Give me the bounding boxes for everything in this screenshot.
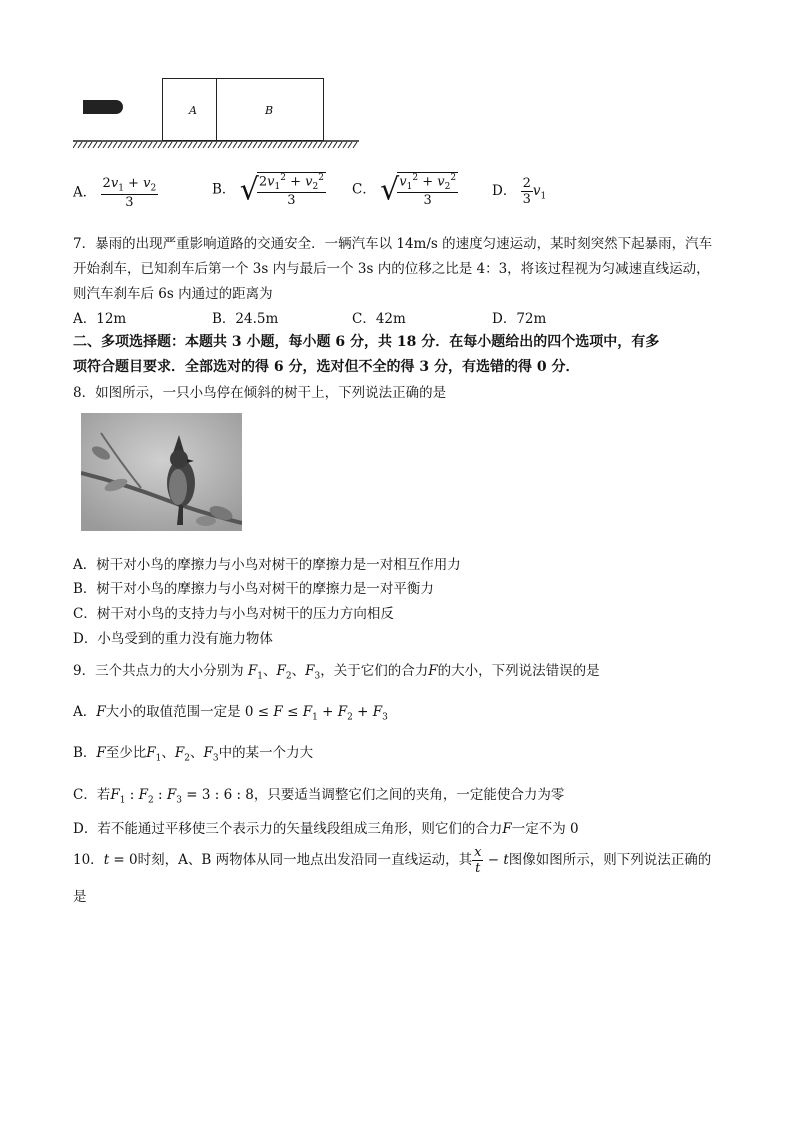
- q6-option-c: C． √ $\frac{v_1^2 + v_2^2}{3}$: [352, 172, 457, 208]
- q7-option-d: D．72m: [492, 311, 547, 327]
- q8-option-b: B．树干对小鸟的摩擦力与小鸟对树干的摩擦力是一对平衡力: [73, 581, 434, 597]
- block-b-label: B: [265, 104, 274, 117]
- q7-option-b: B．24.5m: [212, 311, 279, 327]
- q7-option-c: C．42m: [352, 311, 406, 327]
- ground-hatch: [73, 140, 359, 150]
- bullet-shape: [83, 100, 123, 114]
- q8-option-c: C．树干对小鸟的支持力与小鸟对树干的压力方向相反: [73, 606, 394, 622]
- q9-option-c: C．若$F_1$ : $F_2$ : $F_3 = 3$ : 6 : 8，只要适当调整它们之间的夹角，一定能使合力为零: [73, 787, 565, 806]
- block-a: [162, 78, 217, 141]
- q10-stem: 10．t = 0时刻，A、B 两物体从同一地点出发沿同一直线运动，其 $\frac{x}{t}$ − t图像如图所示，则下列说法正确的: [73, 845, 712, 876]
- q7-line1: 7．暴雨的出现严重影响道路的交通安全．一辆汽车以 14m/s 的速度匀速运动，某时刻突然下起暴雨，汽车: [73, 236, 713, 252]
- q6-option-a: A． $\frac{2v_1 + v_2}{3}$: [73, 176, 157, 210]
- figure-blocks: [73, 76, 363, 152]
- q8-stem: 8．如图所示，一只小鸟停在倾斜的树干上，下列说法正确的是: [73, 385, 447, 401]
- q7-line3: 则汽车刹车后 6s 内通过的距离为: [73, 286, 273, 302]
- q9-option-b: B．F至少比$F_1$、$F_2$、$F_3$中的某一个力大: [73, 745, 314, 764]
- q9-option-a: A．F大小的取值范围一定是 $0 \le F \le F_1 + F_2 + F_3$: [73, 704, 388, 723]
- section2-line2: 项符合题目要求．全部选对的得 6 分，选对但不全的得 3 分，有选错的得 0 分．: [73, 359, 580, 375]
- q8-option-a: A．树干对小鸟的摩擦力与小鸟对树干的摩擦力是一对相互作用力: [73, 557, 461, 573]
- q7-line2: 开始刹车，已知刹车后第一个 3s 内与最后一个 3s 内的位移之比是 4：3，将该过程视为匀减速直线运动，: [73, 261, 710, 277]
- q9-option-d: D．若不能通过平移使三个表示力的矢量线段组成三角形，则它们的合力F一定不为 0: [73, 821, 579, 837]
- q9-stem: 9．三个共点力的大小分别为 $F_1$、$F_2$、$F_3$，关于它们的合力F的大小，下列说法错误的是: [73, 663, 600, 682]
- bird-photo: [81, 413, 242, 531]
- block-b: [216, 78, 324, 141]
- q8-option-d: D．小鸟受到的重力没有施力物体: [73, 631, 273, 647]
- section2-line1: 二、多项选择题：本题共 3 小题，每小题 6 分，共 18 分．在每小题给出的四个选项中，有多: [73, 334, 660, 350]
- q7-option-a: A．12m: [73, 311, 127, 327]
- q10-line2: 是: [73, 889, 87, 905]
- q6-option-d: D． $\frac{2}{3}$ $v_1$: [492, 176, 547, 207]
- block-a-label: A: [189, 104, 197, 117]
- q6-option-b: B． √ $\frac{2v_1^2 + v_2^2}{3}$: [212, 172, 324, 208]
